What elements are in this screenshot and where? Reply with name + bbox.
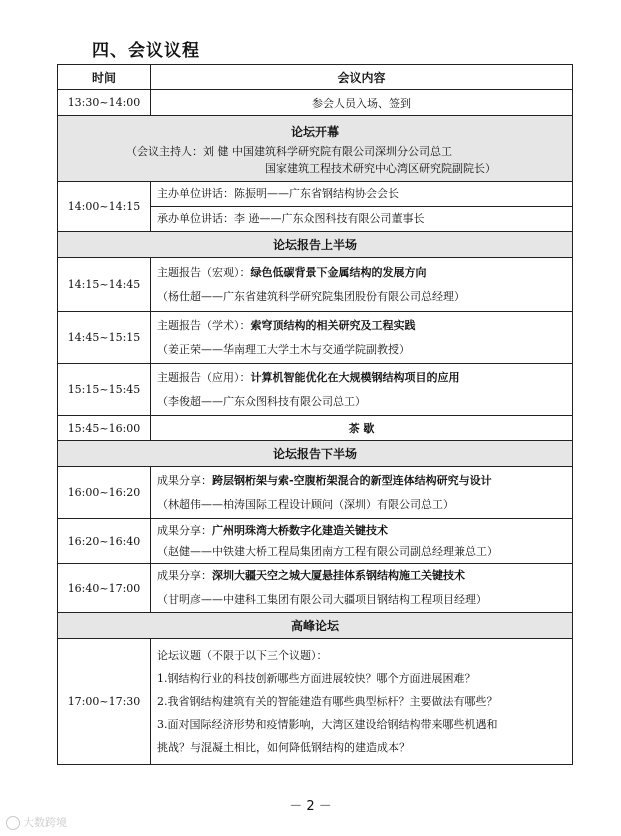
- speeches-time: 14:00~14:15: [58, 182, 151, 232]
- table-row: [58, 364, 573, 416]
- share-time: 16:00~16:20: [58, 467, 151, 519]
- section-title: 四、会议议程: [92, 41, 200, 61]
- header-time: 时间: [58, 65, 151, 90]
- watermark: [6, 814, 67, 830]
- summit-band: [58, 613, 573, 639]
- report-speaker: （李俊超——广东众图科技有限公司总工）: [157, 394, 366, 408]
- opening-band: [58, 116, 573, 182]
- table-row: [58, 467, 573, 519]
- second-half-title: 论坛报告下半场: [272, 447, 357, 461]
- share-prefix: 成果分享：: [157, 569, 212, 582]
- report-topic: 索穹顶结构的相关研究及工程实践: [250, 318, 416, 332]
- report-topic: 计算机智能优化在大规模钢结构项目的应用: [250, 370, 460, 384]
- summit-title: 高峰论坛: [290, 619, 339, 633]
- table-header-row: [58, 65, 573, 90]
- page-number: － 2 －: [289, 799, 332, 814]
- table-row: [58, 312, 573, 364]
- table-row: [58, 258, 573, 312]
- table-row: [58, 519, 573, 564]
- report-prefix: 主题报告（学术）：: [157, 318, 251, 332]
- share-time: 16:20~16:40: [58, 519, 151, 564]
- summit-question-1: 1.钢结构行业的科技创新哪些方面进展较快？哪个方面进展困难？: [157, 672, 476, 685]
- table-row: [58, 416, 573, 441]
- host-line-1: （会议主持人：刘 健 中国建筑科学研究院有限公司深圳分公司总工: [126, 144, 452, 158]
- checkin-time: 13:30~14:00: [58, 90, 151, 116]
- watermark-icon: [6, 816, 20, 830]
- share-prefix: 成果分享：: [157, 473, 212, 487]
- host-line-2: 国家建筑工程技术研究中心湾区研究院副院长）: [265, 161, 496, 175]
- share-topic: 深圳大疆天空之城大厦悬挂体系钢结构施工关键技术: [212, 569, 465, 582]
- report-time: 15:15~15:45: [58, 364, 151, 416]
- share-time: 16:40~17:00: [58, 564, 151, 613]
- tea-label: 茶 歇: [151, 416, 573, 441]
- table-row: [58, 564, 573, 613]
- speech-line-1: 主办单位讲话：陈振明——广东省钢结构协会会长: [157, 187, 399, 200]
- second-half-band: [58, 441, 573, 467]
- share-topic: 广州明珠湾大桥数字化建造关键技术: [212, 524, 388, 537]
- first-half-band: [58, 232, 573, 258]
- checkin-content: 参会人员入场、签到: [151, 90, 573, 116]
- speech-line-2: 承办单位讲话：李 逊——广东众图科技有限公司董事长: [151, 206, 572, 231]
- table-row: [58, 90, 573, 116]
- report-topic: 绿色低碳背景下金属结构的发展方向: [250, 265, 427, 279]
- report-time: 14:45~15:15: [58, 312, 151, 364]
- share-speaker: （林超伟——柏涛国际工程设计顾问（深圳）有限公司总工）: [157, 497, 454, 511]
- summit-intro: 论坛议题（不限于以下三个议题）：: [157, 649, 328, 662]
- report-prefix: 主题报告（应用）：: [157, 370, 251, 384]
- table-row: [58, 639, 573, 765]
- report-prefix: 主题报告（宏观）：: [157, 265, 251, 279]
- summit-question-3b: 挑战？与混凝土相比，如何降低钢结构的建造成本？: [157, 741, 410, 754]
- share-topic: 跨层钢桁架与索-空腹桁架混合的新型连体结构研究与设计: [212, 473, 492, 487]
- share-speaker: （甘明彦——中建科工集团有限公司大疆项目钢结构工程项目经理）: [157, 593, 487, 606]
- header-content: 会议内容: [151, 65, 573, 90]
- first-half-title: 论坛报告上半场: [272, 238, 357, 252]
- report-speaker: （杨仕超——广东省建筑科学研究院集团股份有限公司总经理）: [157, 289, 465, 303]
- watermark-text: 大数跨境: [23, 816, 67, 829]
- summit-time: 17:00~17:30: [58, 639, 151, 765]
- summit-question-3a: 3.面对国际经济形势和疫情影响，大湾区建设给钢结构带来哪些机遇和: [157, 718, 498, 731]
- opening-title: 论坛开幕: [290, 124, 339, 139]
- agenda-table: [57, 64, 573, 765]
- tea-time: 15:45~16:00: [58, 416, 151, 441]
- table-row: [58, 182, 573, 232]
- share-speaker: （赵健——中铁建大桥工程局集团南方工程有限公司副总经理兼总工）: [157, 545, 498, 558]
- report-time: 14:15~14:45: [58, 258, 151, 312]
- report-speaker: （姜正荣——华南理工大学土木与交通学院副教授）: [157, 342, 410, 356]
- share-prefix: 成果分享：: [157, 524, 212, 537]
- summit-question-2: 2.我省钢结构建筑有关的智能建造有哪些典型标杆？主要做法有哪些？: [157, 695, 498, 708]
